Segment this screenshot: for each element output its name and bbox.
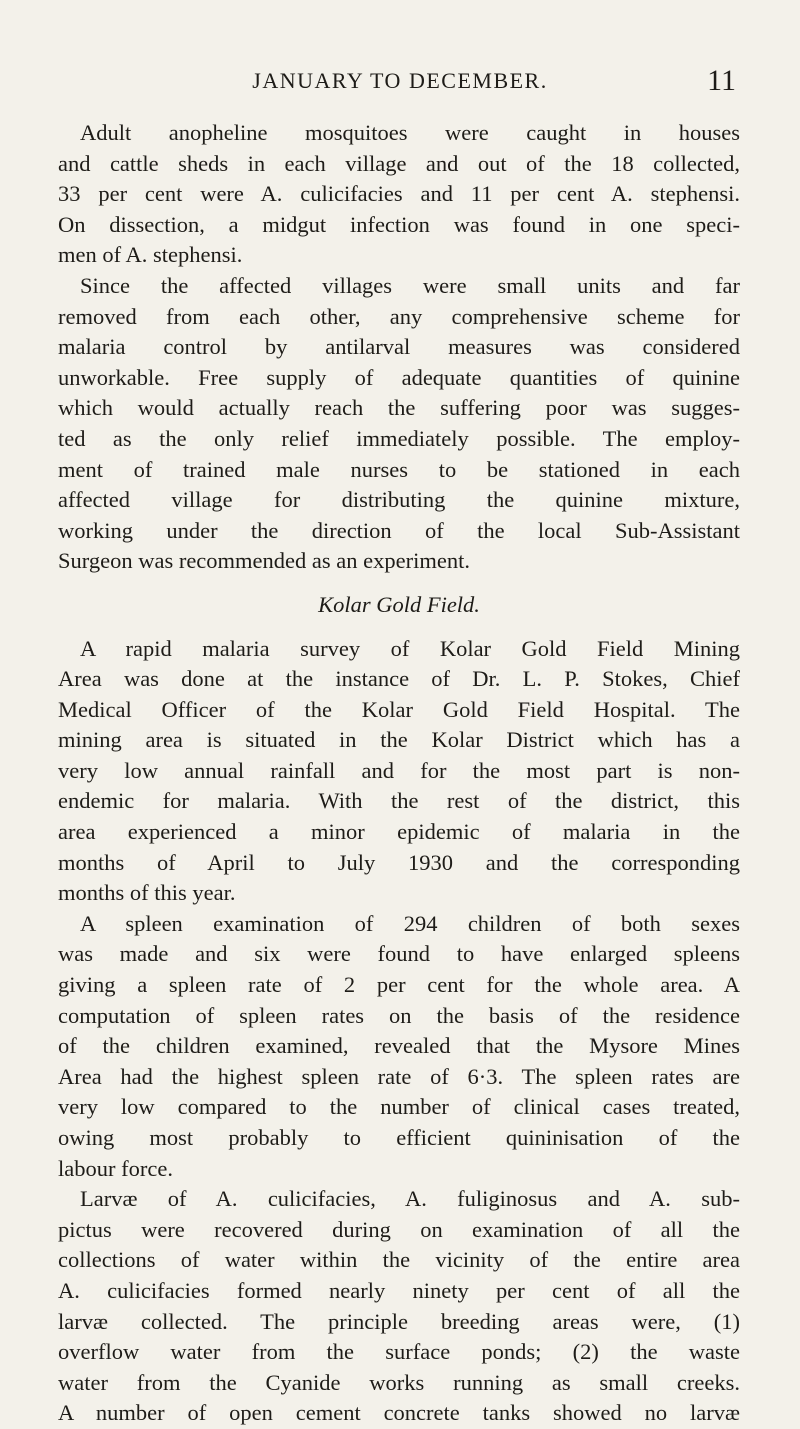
header-title: JANUARY TO DECEMBER. [252, 68, 548, 93]
text-line: computation of spleen rates on the basis of the residence [58, 1002, 740, 1028]
text-line: mining area is situated in the Kolar District which has a [58, 727, 740, 753]
text-line: ment of trained male nurses to be stationed in each [58, 456, 740, 482]
text-line: was made and six were found to have enlarged spleens [58, 941, 740, 967]
text-line: area experienced a minor epidemic of malaria in the [58, 819, 740, 845]
text-line: Area had the highest spleen rate of 6·3. The spleen rates are [58, 1063, 740, 1089]
text-line: pictus were recovered during on examination of all the [58, 1216, 740, 1242]
text-line: On dissection, a midgut infection was found in one speci- [58, 211, 740, 237]
paragraph-larvae [58, 1184, 740, 1429]
paragraph-survey [58, 634, 740, 909]
text-line: months of this year. [58, 880, 236, 906]
text-line: Area was done at the instance of Dr. L. P. Stokes, Chief [58, 666, 740, 692]
body-text [58, 118, 740, 1429]
text-line: unworkable. Free supply of adequate quantities of quinine [58, 364, 740, 390]
text-line: water from the Cyanide works running as small creeks. [58, 1369, 740, 1395]
running-head [0, 66, 800, 102]
text-line: ted as the only relief immediately possible. The employ- [58, 425, 740, 451]
text-line: 33 per cent were A. culicifacies and 11 per cent A. stephensi. [58, 181, 740, 207]
text-line: A spleen examination of 294 children of both sexes [80, 910, 740, 936]
text-line: very low compared to the number of clinical cases treated, [58, 1094, 740, 1120]
text-line: A number of open cement concrete tanks showed no larvæ [58, 1400, 740, 1426]
text-line: which would actually reach the suffering poor was sugges- [58, 395, 740, 421]
text-line: overflow water from the surface ponds; (2) the waste [58, 1339, 740, 1365]
text-line: labour force. [58, 1155, 173, 1181]
text-line: larvæ collected. The principle breeding areas were, (1) [58, 1308, 740, 1334]
text-line: Adult anopheline mosquitoes were caught in houses [80, 120, 740, 145]
text-line: and cattle sheds in each village and out of the 18 collected, [58, 150, 740, 176]
text-line: Medical Officer of the Kolar Gold Field Hospital. The [58, 696, 740, 722]
text-line: of the children examined, revealed that the Mysore Mines [58, 1033, 740, 1059]
paragraph-spleen-examination [58, 909, 740, 1184]
text-line: very low annual rainfall and for the most part is non- [58, 757, 740, 783]
text-line: months of April to July 1930 and the corresponding [58, 849, 740, 875]
text-line: A. culicifacies formed nearly ninety per cent of all the [58, 1277, 740, 1303]
paragraph-control-scheme [58, 271, 740, 577]
text-line: endemic for malaria. With the rest of the district, this [58, 788, 740, 814]
section-heading: Kolar Gold Field. [318, 591, 480, 617]
text-line: men of A. stephensi. [58, 242, 243, 268]
text-line: Surgeon was recommended as an experiment. [58, 548, 470, 574]
text-line: affected village for distributing the quinine mixture, [58, 487, 740, 513]
text-line: malaria control by antilarval measures was considered [58, 334, 740, 360]
text-line: owing most probably to efficient quininisation of the [58, 1125, 740, 1150]
text-line: giving a spleen rate of 2 per cent for the whole area. A [58, 972, 740, 998]
text-line: Larvæ of A. culicifacies, A. fuliginosus and A. sub- [80, 1186, 740, 1212]
text-line: removed from each other, any comprehensive scheme for [58, 303, 740, 329]
paragraph-mosquito-catch [58, 118, 740, 271]
text-line: working under the direction of the local Sub-Assistant [58, 517, 740, 543]
text-line: Since the affected villages were small units and far [80, 272, 740, 298]
text-line: collections of water within the vicinity of the entire area [58, 1247, 740, 1273]
page-number: 11 [707, 64, 736, 97]
text-line: A rapid malaria survey of Kolar Gold Field Mining [80, 635, 740, 661]
